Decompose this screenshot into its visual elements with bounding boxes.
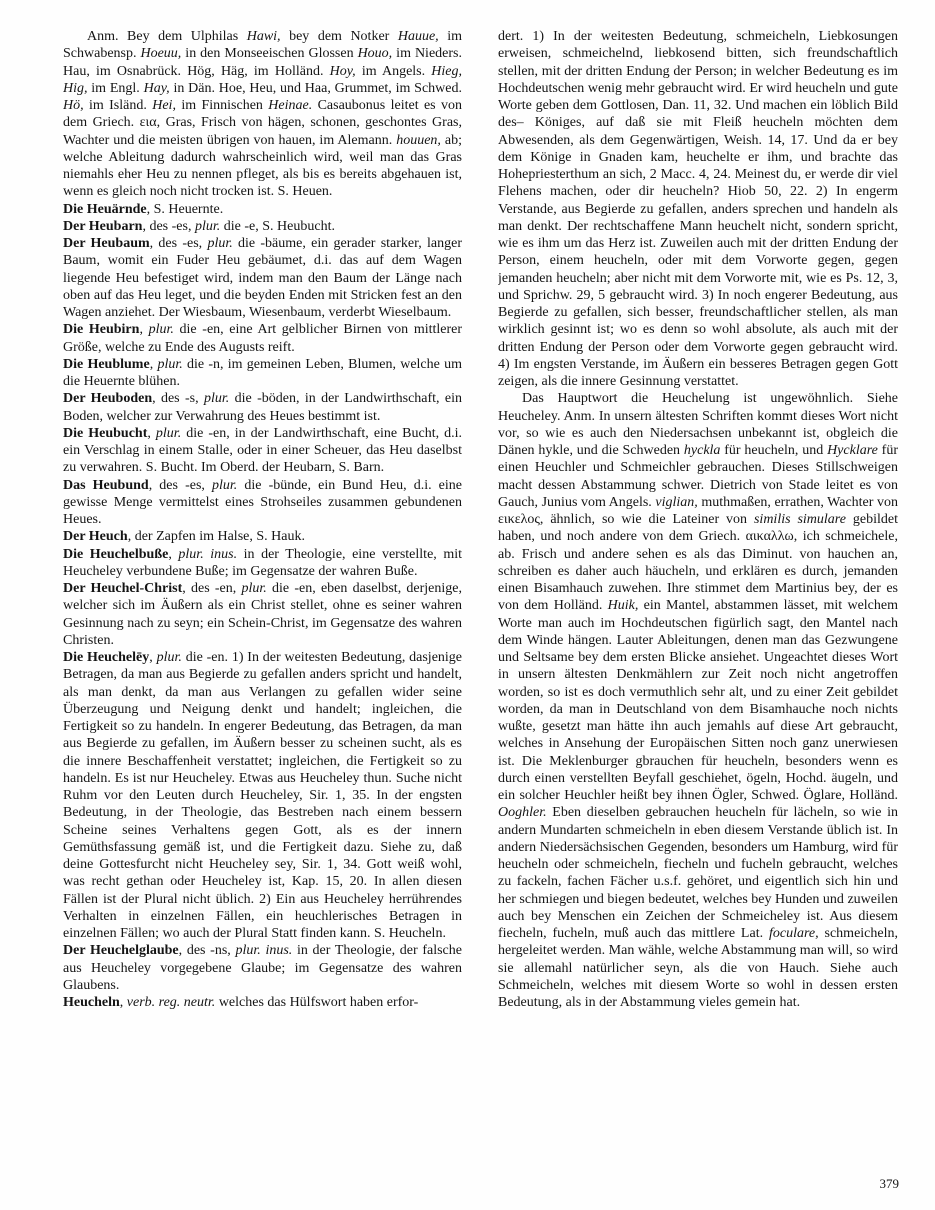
dictionary-paragraph (498, 28, 898, 390)
body-text: die -en, in der Landwirthschaft, eine Bucht, d.i. ein Verschlag in einem Stalle, oder in einer Scheuer, das Heu daselbst zu verwahren. S. Bucht. Im Oberd. der Heubarn, S. Barn. (63, 425, 462, 476)
italic-term: plur. (155, 425, 182, 441)
italic-term: Hieg, Hig, (63, 63, 462, 96)
italic-term: plur. (148, 322, 174, 338)
body-text: Das Hauptwort die Heuchelung ist ungewöhnlich. Siehe Heucheley. Anm. In unsern ältesten Schriften kommt dieses Wort nicht vor, so wie es auch den Niedersachsen unbekannt ist, obgleich die Dänen hykle, und die Schweden (498, 391, 898, 458)
dictionary-paragraph (63, 390, 462, 425)
dictionary-paragraph (63, 28, 462, 201)
italic-term: hyckla (683, 443, 721, 458)
body-text: die -en, eine Art gelblicher Birnen von mittlerer Größe, welche zu Ende des Augusts reift. (63, 322, 462, 355)
body-text: die -e, S. Heubucht. (220, 218, 335, 234)
italic-term: houuen, (396, 132, 441, 148)
body-text: gebildet haben, und noch andere von dem Griech. αικαλλω, ich schmeichele, ab. Frisch und andere sehen es als das Diminut. von hauchen an, schreiben es daher auch häucheln, und erklären es durch, jemanden einen Bisamhauch zuwehen. Ihre stimmet dem Martinius bey, der es von dem Holländ. (498, 512, 898, 614)
italic-term: Hö, (63, 98, 84, 113)
body-text: schmeicheln, hergeleitet werden. Man wähle, welche Abstammung man will, so wird sie allemahl natürlicher seyn, als die von Hauch. Siehe auch Schmeicheln, welches mit diesem Worte so wohl in dessen ersten Bedeutung, als in der Abstammung vieles gemein hat. (498, 926, 898, 1010)
italic-term: viglian, (655, 494, 698, 510)
right-text-column (498, 28, 898, 1173)
body-text: ein Mantel, abstammen lässet, mit welchem Worte man auch im Hochdeutschen figürlich sagt, den Mantel nach dem Winde hängen. Lauter Ableitungen, denen man das Gezwungene und Seltsame bey dem ersten Blicke ansiehet. Ungeachtet dieses Wort in unsern ältesten Denkmählern zur Zeit noch nicht angetroffen worden, so ist es doch vermuthlich sehr alt, und zu einer Zeit gebildet worden, da man in Deutschland von dem Bisamhauche noch nichts wußte, gesetzt man hätte ihn auch jemahls auf diese Art gebraucht, welches in Ansehung der Europäischen Sitten noch ganz unerwiesen ist. Die Meklenburger gbrauchen für heucheln, besonders wenn es durch einen verstellten Beyfall geschiehet, ögeln, Hochd. äugeln, und ein solcher Heuchler heißt bey ihnen Ögler, Schwed. Öglare, Holländ. (498, 598, 898, 803)
body-text: muthmaßen, errathen, Wachter von εικελος, ähnlich, so wie die Lateiner von (498, 494, 898, 527)
entry-headword: Der Heuch (63, 529, 128, 545)
body-text: , des -es, (142, 218, 195, 234)
italic-term: Houo, (357, 46, 393, 62)
italic-term: plur. inus. (235, 943, 293, 959)
italic-term: Hoeuu, (140, 46, 182, 62)
body-text: bey dem Notker (280, 29, 398, 44)
body-text: , (149, 650, 157, 665)
dictionary-paragraph (63, 201, 462, 218)
body-text: im Angels. (355, 63, 432, 79)
body-text: , (119, 995, 127, 1010)
italic-term: plur. (157, 356, 183, 372)
entry-headword: Der Heubaum (63, 236, 150, 251)
italic-term: similis simulare (753, 512, 846, 527)
entry-headword: Der Heuboden (63, 391, 153, 407)
entry-headword: Die Heubirn (63, 322, 140, 338)
body-text: Anm. Bey dem Ulphilas (87, 29, 247, 44)
dictionary-paragraph (63, 356, 462, 391)
body-text: die -en, eben daselbst, derjenige, welcher sich im Äußern als ein Christ stellet, ohne es seiner wahren Gesinnung nach zu seyn; ein Schein-Christ, im Gegensatze des wahren Christen. (63, 581, 462, 648)
body-text: , (168, 546, 179, 562)
italic-term: plur. inus. (178, 546, 238, 562)
dictionary-paragraph (63, 425, 462, 477)
dictionary-paragraph (63, 477, 462, 529)
entry-headword: Der Heuchel-Christ (63, 581, 183, 596)
entry-headword: Die Heuchelbuße (63, 546, 169, 562)
italic-term: foculare, (768, 926, 819, 941)
body-text: welches das Hülfswort haben erfor- (215, 995, 419, 1010)
body-text: , (147, 425, 156, 441)
body-text: , des -es, (148, 477, 213, 493)
body-text: im Engl. (87, 80, 144, 96)
entry-headword: Die Heuchelēy (63, 650, 150, 665)
body-text: im Finnischen (175, 98, 269, 113)
body-text: die -n, im gemeinen Leben, Blumen, welche um die Heuernte blühen. (63, 356, 462, 389)
body-text: ab; welche Ableitung dadurch wahrscheinlich wird, weil man das Gras niemahls eher Heu zu nennen pfleget, als bis es bereits abgehauen ist, wenn es gleich noch nicht trocken ist. S. Heuen. (63, 132, 462, 200)
dictionary-paragraph (63, 994, 462, 1011)
dictionary-paragraph (498, 390, 898, 1011)
dictionary-paragraph (63, 321, 462, 356)
body-text: , (149, 356, 158, 372)
italic-term: plur. (241, 581, 267, 596)
body-text: , des -s, (152, 391, 204, 407)
body-text: im Isländ. (83, 98, 153, 113)
body-text: für einen Heuchler und Schmeichler gebrauchen. Dieses Stillschweigen macht dessen Abstammung schwer. Dietrich von Stade leitet es von Gauch, Junius vom Angels. (498, 443, 898, 510)
body-text: in der Theologie, der falsche aus Heucheley vorgegebene Glaube; im Gegensatze des wahren Glaubens. (63, 943, 462, 993)
italic-term: Hycklare (827, 443, 878, 458)
italic-term: plur. (156, 650, 182, 665)
body-text: für heucheln, und (720, 443, 828, 458)
italic-term: Hauue, (397, 29, 439, 44)
italic-term: Heinae. (268, 98, 313, 113)
italic-term: Hoy, (329, 63, 356, 79)
body-text: im Schwabensp. (63, 29, 462, 62)
body-text: die -böden, in der Landwirthschaft, ein Boden, welcher zur Verwahrung des Heues bestimmt ist. (63, 391, 462, 424)
entry-headword: Die Heuärnde (63, 201, 147, 217)
dictionary-paragraph (63, 235, 462, 321)
body-text: im Nieders. Hau, im Osnabrück. Hög, Häg, im Holländ. (63, 46, 462, 79)
body-text: , des -es, (149, 236, 208, 251)
italic-term: plur. (203, 391, 230, 407)
dictionary-paragraph (63, 528, 462, 545)
italic-term: plur. (194, 218, 221, 234)
body-text: die -en. 1) In der weitesten Bedeutung, dasjenige Betragen, da man aus Begierde zu gefallen anders spricht und handelt, als man denkt, da man aus Verlangen zu gefallen wider seine Überzeugung und Neigung denkt und handelt; ingleichen, die Fertigkeit so zu handeln. In engerer Bedeutung, das Betragen, da man aus Begierde zu gefallen, im Äußern besser zu scheinen sucht, als es die innere Beschaffenheit verstattet; ingleichen, die Fertigkeit so zu handeln. Es ist nur Heucheley. Etwas aus Heucheley thun. Suche nicht Ruhm vor den Leuten durch Heucheley, Sir. 1, 35. In der engsten Bedeutung, in der Theologie, das Bestreben nach einem bessern Scheine seines Verhaltens gegen Gott, als es der innern Gemüthsfassung gemäß ist, und die Fertigkeit dazu. Siehe zu, daß deine Gottesfurcht nicht Heucheley sey, Sir. 1, 34. Gott weiß wohl, was recht gethan oder Heucheley ist, Kap. 15, 20. In allen diesen Fällen ist der Plural nicht üblich. 2) Ein aus Heucheley herrührendes Verhalten in einzelnen Fällen, ein heuchlerisches Betragen in einzelnen Fällen; wo auch der Plural Statt finden kann. S. Heucheln. (63, 650, 462, 941)
italic-term: plur. (212, 477, 238, 493)
entry-headword: Heucheln (63, 995, 120, 1010)
italic-term: Hay, (143, 80, 170, 96)
left-text-column (63, 28, 462, 1200)
italic-term: Ooghler. (498, 805, 547, 821)
entry-headword: Der Heuchelglaube (63, 943, 179, 959)
body-text: , (139, 322, 149, 338)
page-number: 379 (879, 1175, 899, 1191)
italic-term: verb. reg. neutr. (126, 995, 216, 1010)
dictionary-paragraph (63, 942, 462, 994)
entry-headword: Das Heubund (63, 477, 149, 493)
entry-headword: Der Heubarn (63, 218, 143, 234)
entry-headword: Die Heubucht (63, 425, 148, 441)
italic-term: Hei, (152, 98, 176, 113)
italic-term: Huik, (607, 598, 639, 614)
entry-headword: Die Heublume (63, 356, 150, 372)
body-text: , der Zapfen im Halse, S. Hauk. (127, 529, 305, 545)
body-text: dert. 1) In der weitesten Bedeutung, schmeicheln, Liebkosungen erweisen, schmeichelnd, liebkosend bitten, sich freundschaftlich stellen, mit der dritten Endung der Person; in welcher Bedeutung es im Hochdeutschen wenig mehr gebraucht wird. Er wird heucheln und gute Worte geben dem Gottlosen, Dan. 11, 32. Und machen ein löblich Bild des– Königes, auf daß sie mit Fleiß heucheln möchten dem Abwesenden, als dem Gegenwärtigen, Weish. 14, 17. Und da er bey dem Könige in Gnaden kam, heuchelte er ihm, und brachte das Hohepriesterthum an sich, 2 Macc. 4, 24. Meinest du, er werde dir viel Flehens machen, oder dir heucheln? Hiob 50, 22. 2) In engerm Verstande, aus Begierde zu gefallen, anders sprechen und handeln als man denkt. Der rechtschaffene Mann heuchelt nicht, sondern spricht, wie es ihm um das Herz ist. Zuweilen auch mit der dritten Endung der Person, einem heucheln, oder mit dem Vorworte gegen, gegen jemanden heucheln; aber nicht mit dem Vorworte mit, wie es Ps. 12, 3, und Sprichw. 29, 5 gebraucht wird. 3) In noch engerer Bedeutung, aus Begierde zu gefallen, sich besser, freundschaftlicher stellen, als man wirklich gesinnt ist; wo es denn so wohl absolute, als auch mit der dritten Endung der Person oder dem Vorworte gegen gebraucht wird. 4) Im engsten Verstande, im Äußern ein besseres Betragen gegen Gott zeigen, als die innere Gesinnung verstattet. (498, 29, 898, 389)
body-text: Casaubonus leitet es von dem Griech. εια, Gras, Frisch von hägen, schonen, geschontes Gras, Wachter und die meisten übrigen von hauen, im Alemann. (63, 98, 462, 148)
body-text: die -bünde, ein Bund Heu, d.i. eine gewisse Menge vermittelst eines Strohseiles zusammen gebundenen Heues. (63, 477, 462, 527)
body-text: , des -ns, (178, 943, 236, 959)
dictionary-paragraph (63, 546, 462, 581)
body-text: in den Monseeischen Glossen (181, 46, 358, 62)
body-text: die -bäume, ein gerader starker, langer Baum, womit ein Fuder Heu gebäumet, d.i. das auf dem Wagen liegende Heu befestiget wird, indem man den Baum der Länge nach oben auf das Heu leget, und die beyden Enden mit Stricken fest an den Wagen anziehet. Der Wiesbaum, Wiesenbaum, verderbt Wieselbaum. (63, 236, 462, 320)
dictionary-paragraph (63, 649, 462, 942)
body-text: Eben dieselben gebrauchen heucheln für lächeln, so wie in andern Mundarten schmeicheln in eben diesem Verstande üblich ist. In andern Niedersächsischen Gegenden, besonders um Hamburg, wird für heucheln oder schmeicheln, fiecheln und fucheln gebraucht, welches zu fackeln, fachen Fächer u.s.f. gehöret, und eigentlich sich hin und her schmiegen und biegen bedeutet, welches bey Hunden und zuweilen auch bey Menschen ein Zeichen der Schmeicheley ist. Aus diesem fiecheln, fucheln, muß auch das mittlere Lat. (498, 805, 898, 941)
body-text: in Dän. Hoe, Heu, und Haa, Grummet, im Schwed. (169, 80, 462, 96)
dictionary-paragraph (63, 218, 462, 235)
italic-term: plur. (207, 236, 233, 251)
body-text: in der Theologie, eine verstellte, mit Heucheley verbundene Buße; im Gegensatze der wahren Buße. (63, 546, 462, 579)
body-text: , S. Heuernte. (146, 201, 224, 217)
dictionary-paragraph (63, 580, 462, 649)
body-text: , des -en, (182, 581, 242, 596)
italic-term: Hawi, (246, 29, 281, 44)
